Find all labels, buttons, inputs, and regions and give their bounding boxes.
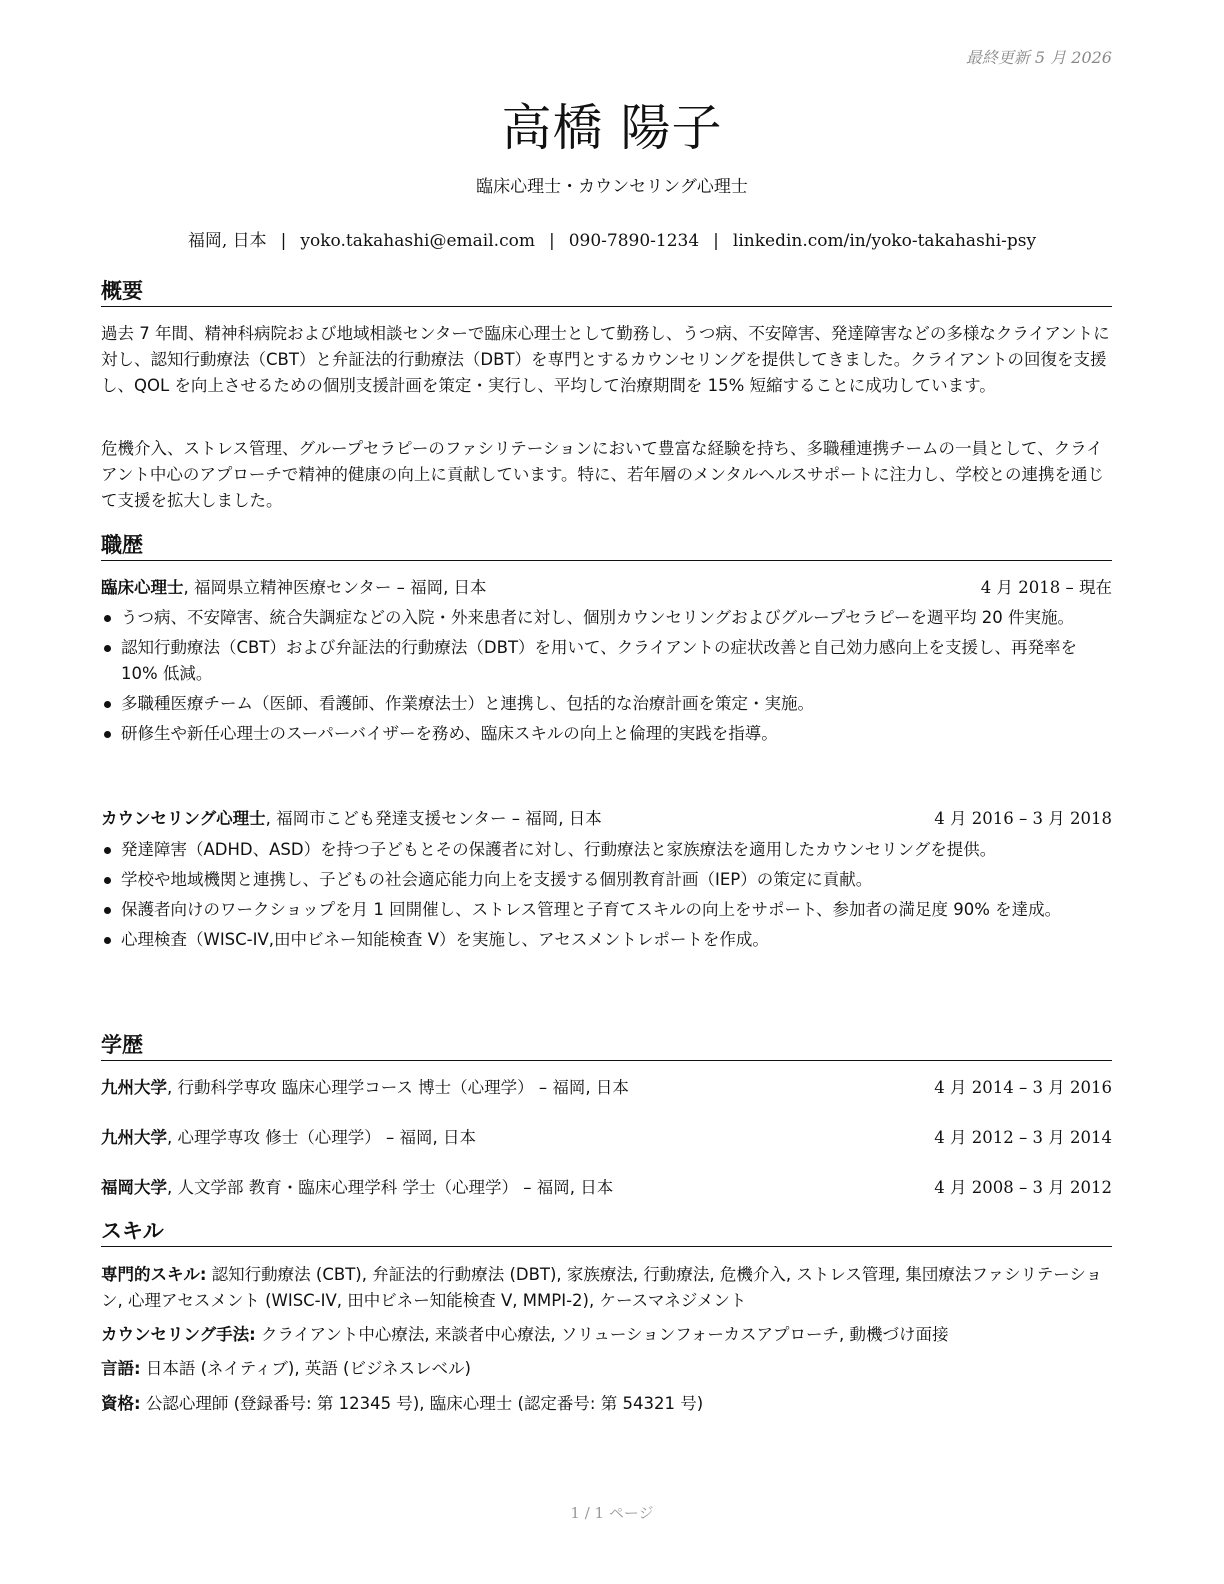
- education-item: [101, 1125, 1112, 1151]
- education-date: 4 月 2012 – 3 月 2014: [934, 1128, 1112, 1147]
- list-item: 心理検査（WISC-IV,田中ビネー知能検査 V）を実施し、アセスメントレポートを作成。: [101, 927, 1112, 953]
- page-number: 1 / 1 ページ: [570, 1504, 654, 1522]
- degree-detail: , 人文学部 教育・臨床心理学科 学士（心理学） – 福岡, 日本: [167, 1178, 614, 1197]
- school-name: 福岡大学: [101, 1178, 167, 1197]
- contact-linkedin[interactable]: linkedin.com/in/yoko-takahashi-psy: [732, 231, 1037, 251]
- degree-detail: , 心理学専攻 修士（心理学） – 福岡, 日本: [167, 1128, 476, 1147]
- skill-text: 認知行動療法 (CBT), 弁証法的行動療法 (DBT), 家族療法, 行動療法, 危機介入, ストレス管理, 集団療法ファシリテーション, 心理アセスメント (WISC-IV, 田中ビネー知能検査 V, MMPI-2), ケースマネジメント: [101, 1265, 1103, 1310]
- degree-detail: , 行動科学専攻 臨床心理学コース 博士（心理学） – 福岡, 日本: [167, 1078, 629, 1097]
- section-title-skills: スキル: [101, 1218, 1112, 1247]
- job-role: カウンセリング心理士: [101, 809, 266, 828]
- job-date: 4 月 2018 – 現在: [980, 578, 1112, 597]
- list-item: 保護者向けのワークショップを月 1 回開催し、ストレス管理と子育てスキルの向上をサポート、参加者の満足度 90% を達成。: [101, 897, 1112, 923]
- skill-row: [101, 1391, 1112, 1417]
- list-item: 学校や地域機関と連携し、子どもの社会適応能力向上を支援する個別教育計画（IEP）の策定に貢献。: [101, 867, 1112, 893]
- skill-label: 資格:: [101, 1394, 141, 1413]
- contact-location: 福岡, 日本: [187, 231, 267, 251]
- education-item: [101, 1175, 1112, 1201]
- contact-phone[interactable]: 090-7890-1234: [568, 231, 700, 251]
- person-name: 高橋 陽子: [501, 99, 723, 157]
- list-item: うつ病、不安障害、統合失調症などの入院・外来患者に対し、個別カウンセリングおよびグループセラピーを週平均 20 件実施。: [101, 605, 1112, 631]
- contact-email[interactable]: yoko.takahashi@email.com: [300, 231, 535, 251]
- skill-row: [101, 1356, 1112, 1382]
- school-name: 九州大学: [101, 1078, 167, 1097]
- list-item: 認知行動療法（CBT）および弁証法的行動療法（DBT）を用いて、クライアントの症状改善と自己効力感向上を支援し、再発率を 10% 低減。: [101, 635, 1112, 687]
- skill-row: [101, 1262, 1112, 1314]
- job-org: , 福岡市こども発達支援センター – 福岡, 日本: [265, 809, 602, 828]
- separator: |: [713, 231, 719, 251]
- job-title: 臨床心理士・カウンセリング心理士: [476, 177, 748, 197]
- skill-text: 公認心理師 (登録番号: 第 12345 号), 臨床心理士 (認定番号: 第 54321 号): [140, 1394, 704, 1413]
- contact-line: [0, 226, 1224, 251]
- summary-paragraph: 危機介入、ストレス管理、グループセラピーのファシリテーションにおいて豊富な経験を持ち、多職種連携チームの一員として、クライアント中心のアプローチで精神的健康の向上に貢献しています。特に、若年層のメンタルヘルスサポートに注力し、学校との連携を通じて支援を拡大しました。: [101, 439, 1105, 510]
- list-item: 研修生や新任心理士のスーパーバイザーを務め、臨床スキルの向上と倫理的実践を指導。: [101, 721, 1112, 747]
- skill-label: カウンセリング手法:: [101, 1325, 256, 1344]
- last-updated: 最終更新 5 月 2026: [965, 48, 1112, 67]
- job-bullets: [101, 605, 1112, 751]
- skill-text: 日本語 (ネイティブ), 英語 (ビジネスレベル): [140, 1359, 471, 1378]
- education-date: 4 月 2008 – 3 月 2012: [934, 1178, 1112, 1197]
- job-header: [101, 806, 1112, 832]
- education-date: 4 月 2014 – 3 月 2016: [934, 1078, 1112, 1097]
- separator: |: [280, 231, 287, 251]
- section-title-experience: 職歴: [101, 532, 1112, 561]
- job-role: 臨床心理士: [101, 578, 184, 597]
- summary-paragraph: 過去 7 年間、精神科病院および地域相談センターで臨床心理士として勤務し、うつ病、不安障害、発達障害などの多様なクライアントに対し、認知行動療法（CBT）と弁証法的行動療法（DBT）を専門とするカウンセリングを提供してきました。クライアントの回復を支援し、QOL を向上させるための個別支援計画を策定・実行し、平均して治療期間を 15% 短縮することに成功しています。: [101, 324, 1110, 395]
- section-title-summary: 概要: [101, 278, 1112, 307]
- education-item: [101, 1075, 1112, 1101]
- school-name: 九州大学: [101, 1128, 167, 1147]
- skill-row: [101, 1322, 1112, 1348]
- job-date: 4 月 2016 – 3 月 2018: [934, 809, 1112, 828]
- list-item: 発達障害（ADHD、ASD）を持つ子どもとその保護者に対し、行動療法と家族療法を適用したカウンセリングを提供。: [101, 837, 1112, 863]
- skill-label: 言語:: [101, 1359, 141, 1378]
- job-org: , 福岡県立精神医療センター – 福岡, 日本: [183, 578, 487, 597]
- separator: |: [548, 231, 555, 251]
- list-item: 多職種医療チーム（医師、看護師、作業療法士）と連携し、包括的な治療計画を策定・実施。: [101, 691, 1112, 717]
- job-header: [101, 575, 1112, 601]
- skill-label: 専門的スキル:: [101, 1265, 207, 1284]
- section-title-education: 学歴: [101, 1032, 1112, 1061]
- skill-text: クライアント中心療法, 来談者中心療法, ソリューションフォーカスアプローチ, 動機づけ面接: [255, 1325, 949, 1344]
- job-bullets: [101, 837, 1112, 957]
